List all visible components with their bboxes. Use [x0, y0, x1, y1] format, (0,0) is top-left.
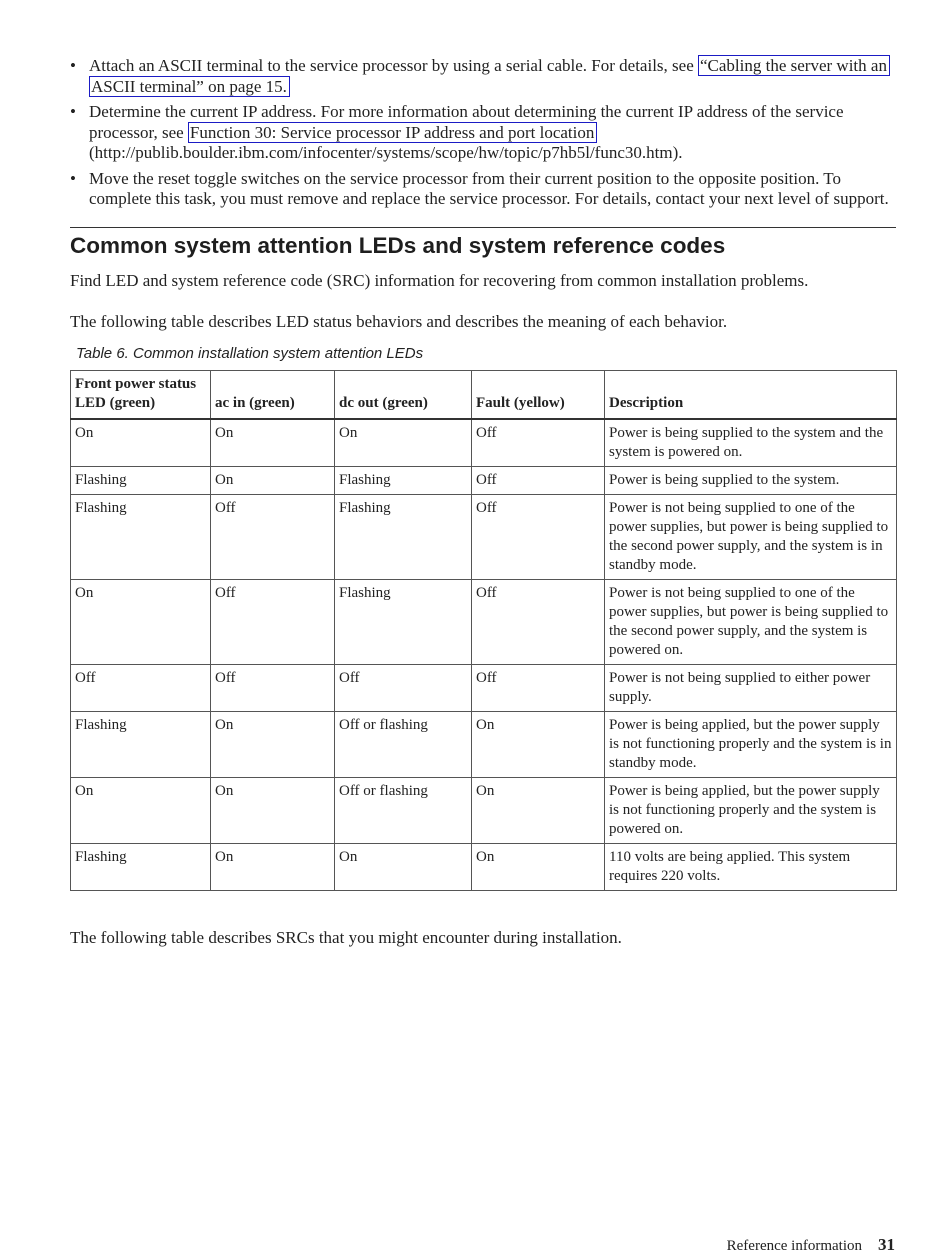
cell-front-power: Flashing [71, 494, 211, 579]
cell-ac-in: On [211, 843, 335, 890]
cell-front-power: On [71, 419, 211, 467]
bullet-text: Determine the current IP address. For more information about determining the current IP address of the service processor, see [89, 102, 844, 142]
cell-description: Power is not being supplied to one of the power supplies, but power is being supplied to the second power supply, and the system is in standby mode. [605, 494, 897, 579]
cell-dc-out: Off [335, 664, 472, 711]
function-30-link[interactable]: Function 30: Service processor IP address and port location [188, 122, 597, 143]
table-row [71, 664, 897, 711]
cell-fault: Off [472, 494, 605, 579]
bullet-text: Move the reset toggle switches on the service processor from their current position to the opposite position. To complete this task, you must remove and replace the service processor. For details, contact your next level of support. [89, 168, 889, 208]
section-divider [70, 227, 896, 228]
bullet-icon: • [70, 102, 76, 121]
section-heading: Common system attention LEDs and system reference codes [70, 232, 726, 258]
cell-dc-out: Flashing [335, 494, 472, 579]
cell-dc-out: Flashing [335, 466, 472, 494]
cell-description: Power is not being supplied to one of the power supplies, but power is being supplied to the second power supply, and the system is powered on. [605, 579, 897, 664]
header-dc-out: dc out (green) [335, 370, 472, 419]
bullet-icon: • [70, 168, 76, 188]
cell-front-power: Off [71, 664, 211, 711]
header-description: Description [605, 370, 897, 419]
cell-ac-in: Off [211, 664, 335, 711]
table-body [71, 419, 897, 891]
table-row [71, 466, 897, 494]
document-page [70, 56, 896, 948]
header-front-power-led: Front power status LED (green) [71, 370, 211, 419]
table-row [71, 777, 897, 843]
cell-fault: Off [472, 419, 605, 467]
cell-description: 110 volts are being applied. This system requires 220 volts. [605, 843, 897, 890]
cell-ac-in: On [211, 466, 335, 494]
cell-fault: Off [472, 664, 605, 711]
cell-front-power: Flashing [71, 711, 211, 777]
table-caption: Table 6. Common installation system attention LEDs [76, 344, 424, 362]
bullet-text-url: (http://publib.boulder.ibm.com/infocenter/systems/scope/hw/topic/p7hb5l/func30.htm). [89, 143, 683, 162]
bullet-text: Attach an ASCII terminal to the service processor by using a serial cable. For details, see [89, 56, 698, 75]
cell-dc-out: On [335, 419, 472, 467]
footer-label: Reference information [726, 1238, 862, 1254]
cell-fault: On [472, 711, 605, 777]
cell-front-power: On [71, 579, 211, 664]
table-row [71, 419, 897, 467]
cell-fault: Off [472, 579, 605, 664]
cell-fault: On [472, 843, 605, 890]
page-footer [727, 1235, 895, 1255]
bullet-icon: • [70, 56, 76, 75]
table-header-row [71, 370, 897, 419]
table-row [71, 494, 897, 579]
bullet-list [70, 56, 896, 210]
table-lead-text: The following table describes LED status behaviors and describes the meaning of each behavior. [70, 312, 728, 331]
cell-front-power: Flashing [71, 466, 211, 494]
section-intro: Find LED and system reference code (SRC) information for recovering from common installation problems. [70, 270, 809, 290]
cell-description: Power is being applied, but the power supply is not functioning properly and the system is in standby mode. [605, 711, 897, 777]
cell-ac-in: Off [211, 494, 335, 579]
cell-ac-in: Off [211, 579, 335, 664]
led-status-table [70, 370, 897, 891]
cell-fault: On [472, 777, 605, 843]
cell-front-power: On [71, 777, 211, 843]
cell-ac-in: On [211, 711, 335, 777]
table-row [71, 843, 897, 890]
bullet-item-ip-address [70, 102, 896, 164]
page-number: 31 [878, 1235, 895, 1254]
header-fault: Fault (yellow) [472, 370, 605, 419]
cell-dc-out: Off or flashing [335, 711, 472, 777]
bullet-item-ascii-terminal [70, 56, 896, 97]
cell-description: Power is being supplied to the system and the system is powered on. [605, 419, 897, 467]
cell-description: Power is not being supplied to either power supply. [605, 664, 897, 711]
header-ac-in: ac in (green) [211, 370, 335, 419]
cell-ac-in: On [211, 777, 335, 843]
cell-dc-out: On [335, 843, 472, 890]
cell-dc-out: Flashing [335, 579, 472, 664]
cell-description: Power is being supplied to the system. [605, 466, 897, 494]
table-row [71, 711, 897, 777]
cell-front-power: Flashing [71, 843, 211, 890]
cabling-link[interactable]: “Cabling the server with an ASCII terminal” on page 15. [89, 55, 890, 97]
cell-dc-out: Off or flashing [335, 777, 472, 843]
bullet-item-reset-toggle [70, 169, 896, 210]
table-row [71, 579, 897, 664]
cell-ac-in: On [211, 419, 335, 467]
cell-description: Power is being applied, but the power supply is not functioning properly and the system is powered on. [605, 777, 897, 843]
cell-fault: Off [472, 466, 605, 494]
src-table-lead-text: The following table describes SRCs that you might encounter during installation. [70, 927, 622, 947]
